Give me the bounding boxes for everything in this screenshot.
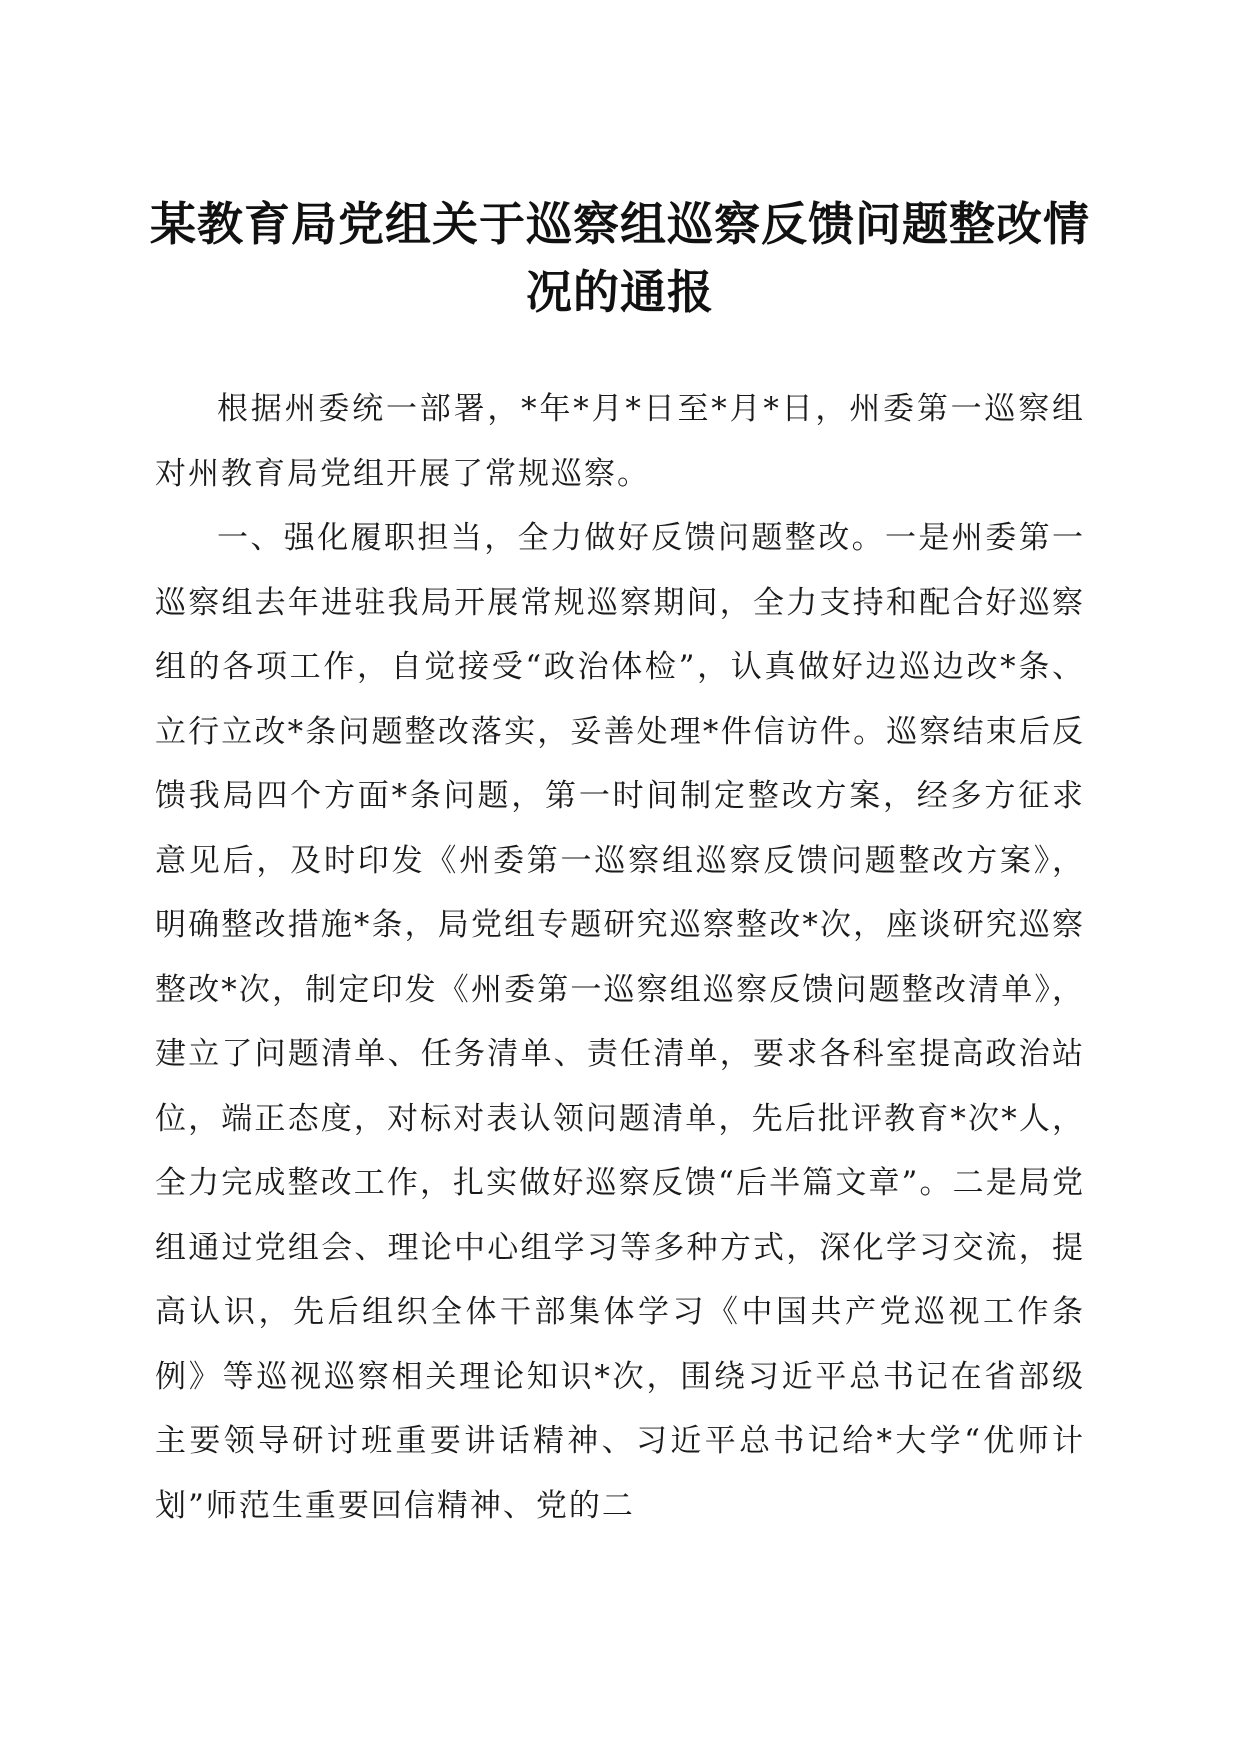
paragraph-section-one: 一、强化履职担当，全力做好反馈问题整改。一是州委第一巡察组去年进驻我局开展常规巡察期间，全力支持和配合好巡察组的各项工作，自觉接受“政治体检”，认真做好边巡边改*条、立行立改*条问题整改落实，妥善处理*件信访件。巡察结束后反馈我局四个方面*条问题，第一时间制定整改方案，经多方征求意见后，及时印发《州委第一巡察组巡察反馈问题整改方案》，明确整改措施*条，局党组专题研究巡察整改*次，座谈研究巡察整改*次，制定印发《州委第一巡察组巡察反馈问题整改清单》，建立了问题清单、任务清单、责任清单，要求各科室提高政治站位，端正态度，对标对表认领问题清单，先后批评教育*次*人，全力完成整改工作，扎实做好巡察反馈“后半篇文章”。二是局党组通过党组会、理论中心组学习等多种方式，深化学习交流，提高认识，先后组织全体干部集体学习《中国共产党巡视工作条例》等巡视巡察相关理论知识*次，围绕习近平总书记在省部级主要领导研讨班重要讲话精神、习近平总书记给*大学“优师计划”师范生重要回信精神、党的二 — [155, 520, 1085, 1524]
document-title: 某教育局党组关于巡察组巡察反馈问题整改情况的通报 — [150, 197, 1090, 319]
paragraph-intro: 根据州委统一部署，*年*月*日至*月*日，州委第一巡察组对州教育局党组开展了常规巡察。 — [155, 391, 1085, 492]
document-body — [155, 377, 1085, 1538]
